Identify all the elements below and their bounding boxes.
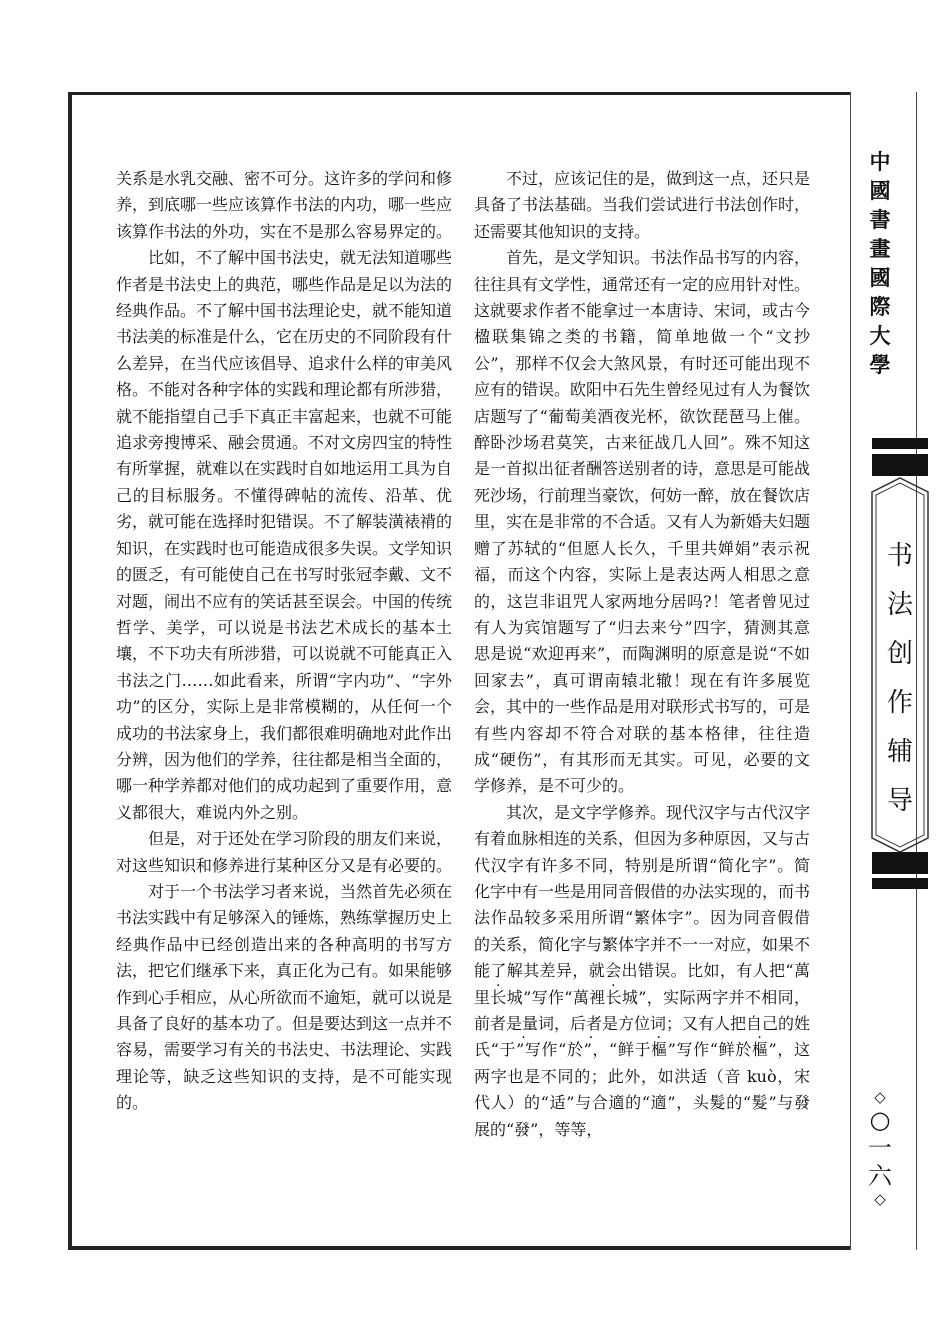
book-title-char: 際 [869,295,891,319]
paragraph-segment: 长城”写作“萬 [490,987,590,1007]
paragraph-segment: ”写作“ [516,1040,567,1060]
emphasis-dot-char: 於 [735,1040,752,1060]
page-number-char: ○ [869,1106,891,1134]
paragraph-segment: 萬 [793,961,810,981]
diamond-icon: ◇ [874,1088,886,1106]
page-number-vertical [862,1088,898,1208]
book-title-char: 大 [869,324,891,348]
diamond-icon: ◇ [874,1190,886,1208]
left-text-column [116,166,452,1117]
banner-top-bar [872,438,928,449]
page-number-char: 一 [868,1134,892,1162]
paragraph-segment: ”，“鲜 [583,1040,635,1060]
book-title-char: 國 [869,179,891,203]
banner-top-cap [872,454,928,476]
paragraph-segment: 樞”，这两字也是不同的；此外，如洪适（音 kuò，宋代人）的“适”与合適的“適”，头髮的“髮”与發展的“發”，等等， [474,1040,810,1139]
paragraph-segment: 长城”，实际两字并不相同，前者是量词，后者是方位词；又有人把自己的姓氏“ [474,987,811,1060]
section-title-char: 法 [886,590,913,620]
section-title-char: 书 [886,541,913,571]
paragraph: 对于一个书法学习者来说，当然首先必须在书法实践中有足够深入的锤炼，熟练掌握历史上经典作品中已经创造出来的各种高明的书写方法，把它们继承下来，真正化为己有。如果能够作到心手相应，从心所欲而不逾矩，就可以说是具备了良好的基本功了。但是要达到这一点并不容易，需要学习有关的书法史、书法理论、实践理论等，缺乏这些知识的支持，是不可能实现的。 [116,881,453,1113]
emphasis-dot-char: 於 [566,1040,584,1060]
right-text-column [474,166,810,1143]
book-title-char: 書 [869,208,891,232]
paragraph: 不过，应该记住的是，做到这一点，还只是具备了书法基础。当我们尝试进行书法创作时，还需要其他知识的支持。 [474,169,811,241]
section-title-char: 辅 [886,737,913,767]
emphasis-dot-char: 里 [474,987,491,1007]
section-title-char: 作 [886,688,913,718]
emphasis-dot-char: 裡 [589,987,606,1007]
emphasis-dot-char: 于 [634,1040,652,1060]
section-title-char: 创 [886,639,913,669]
sidebar-rule-left [850,92,851,1250]
paragraph-segment: 其次，是文字学修养。现代汉字与古代汉字有着血脉相连的关系，但因为多种原因，又与古代汉字有许多不同，特别是所谓“简化字”。简化字中有一些是用同音假借的办法实现的，而书法作品较多采用所谓“繁体字”。因为同音假借的关系，简化字与繁体字并不一一对应，如果不能了解其差异，就会出错误。比如，有人把“ [474,802,811,981]
paragraph: 但是，对于还处在学习阶段的朋友们来说，对这些知识和修养进行某种区分又是有必要的。 [116,829,453,875]
book-title-char: 學 [869,353,891,377]
book-title-char: 國 [869,266,891,290]
paragraph [474,800,810,1143]
page-number-char: 六 [868,1162,892,1190]
paragraph: 关系是水乳交融、密不可分。这许多的学问和修养，到底哪一些应该算作书法的内功，哪一些应该算作书法的外功，实在不是那么容易界定的。 [116,169,453,241]
book-title-vertical [860,148,900,380]
book-title-char: 畫 [869,237,891,261]
emphasis-dot-char: 于 [498,1040,517,1060]
banner-bottom-cap [872,852,928,874]
section-title-char: 导 [886,786,913,816]
book-title-char: 中 [869,150,891,174]
banner-bottom-bar [872,878,928,889]
paragraph-segment: 樞”写作“鲜 [651,1040,736,1060]
paragraph: 首先，是文学知识。书法作品书写的内容，往往具有文学性，通常还有一定的应用针对性。这就要求作者不能拿过一本唐诗、宋词，或古今楹联集锦之类的书籍，简单地做一个“文抄公”，那样不仅会大煞风景，有时还可能出现不应有的错误。欧阳中石先生曾经见过有人为餐饮店题写了“葡萄美酒夜光杯，欲饮琵琶马上催。醉卧沙场君莫笑，古来征战几人回”。殊不知这是一首拟出征者酬答送别者的诗，意思是可能战死沙场，行前理当豪饮，何妨一醉，放在餐饮店里，实在是非常的不合适。又有人为新婚夫妇题赠了苏轼的“但愿人长久，千里共婵娟”表示祝福，而这个内容，实际上是表达两人相思之意的，这岂非诅咒人家两地分居吗?！笔者曾见过有人为宾馆题写了“归去来兮”四字，猜测其意思是说“欢迎再来”，而陶渊明的原意是说“不如回家去”，真可谓南辕北辙！现在有许多展览会，其中的一些作品是用对联形式书写的，可是有些内容却不符合对联的基本格律，往往造成“硬伤”，有其形而无其实。可见，必要的文学修养，是不可少的。 [474,248,811,796]
section-title-vertical [870,532,930,826]
paragraph: 比如，不了解中国书法史，就无法知道哪些作者是书法史上的典范，哪些作品是足以为法的经典作品。不了解中国书法理论史，就不能知道书法美的标准是什么，它在历史的不同阶段有什么差异，在当代应该倡导、追求什么样的审美风格。不能对各种字体的实践和理论都有所涉猎，就不能指望自己手下真正丰富起来，也就不可能追求旁搜博采、融会贯通。不对文房四宝的特性有所掌握，就难以在实践时自如地运用工具为自己的目标服务。不懂得碑帖的流传、沿革、优劣，就可能在选择时犯错误。不了解装潢裱褙的知识，在实践时也可能造成很多失误。文学知识的匮乏，有可能使自己在书写时张冠李戴、文不对题，闹出不应有的笑话甚至误会。中国的传统哲学、美学，可以说是书法艺术成长的基本土壤，不下功夫有所涉猎，可以说就不可能真正入书法之门……如此看来，所谓“字内功”、“字外功”的区分，实际上是非常模糊的，从任何一个成功的书法家身上，我们都很难明确地对此作出分辨，因为他们的学养，往往都是相当全面的，哪一种学养都对他们的成功起到了重要作用，意义都很大，难说内外之别。 [116,248,453,822]
